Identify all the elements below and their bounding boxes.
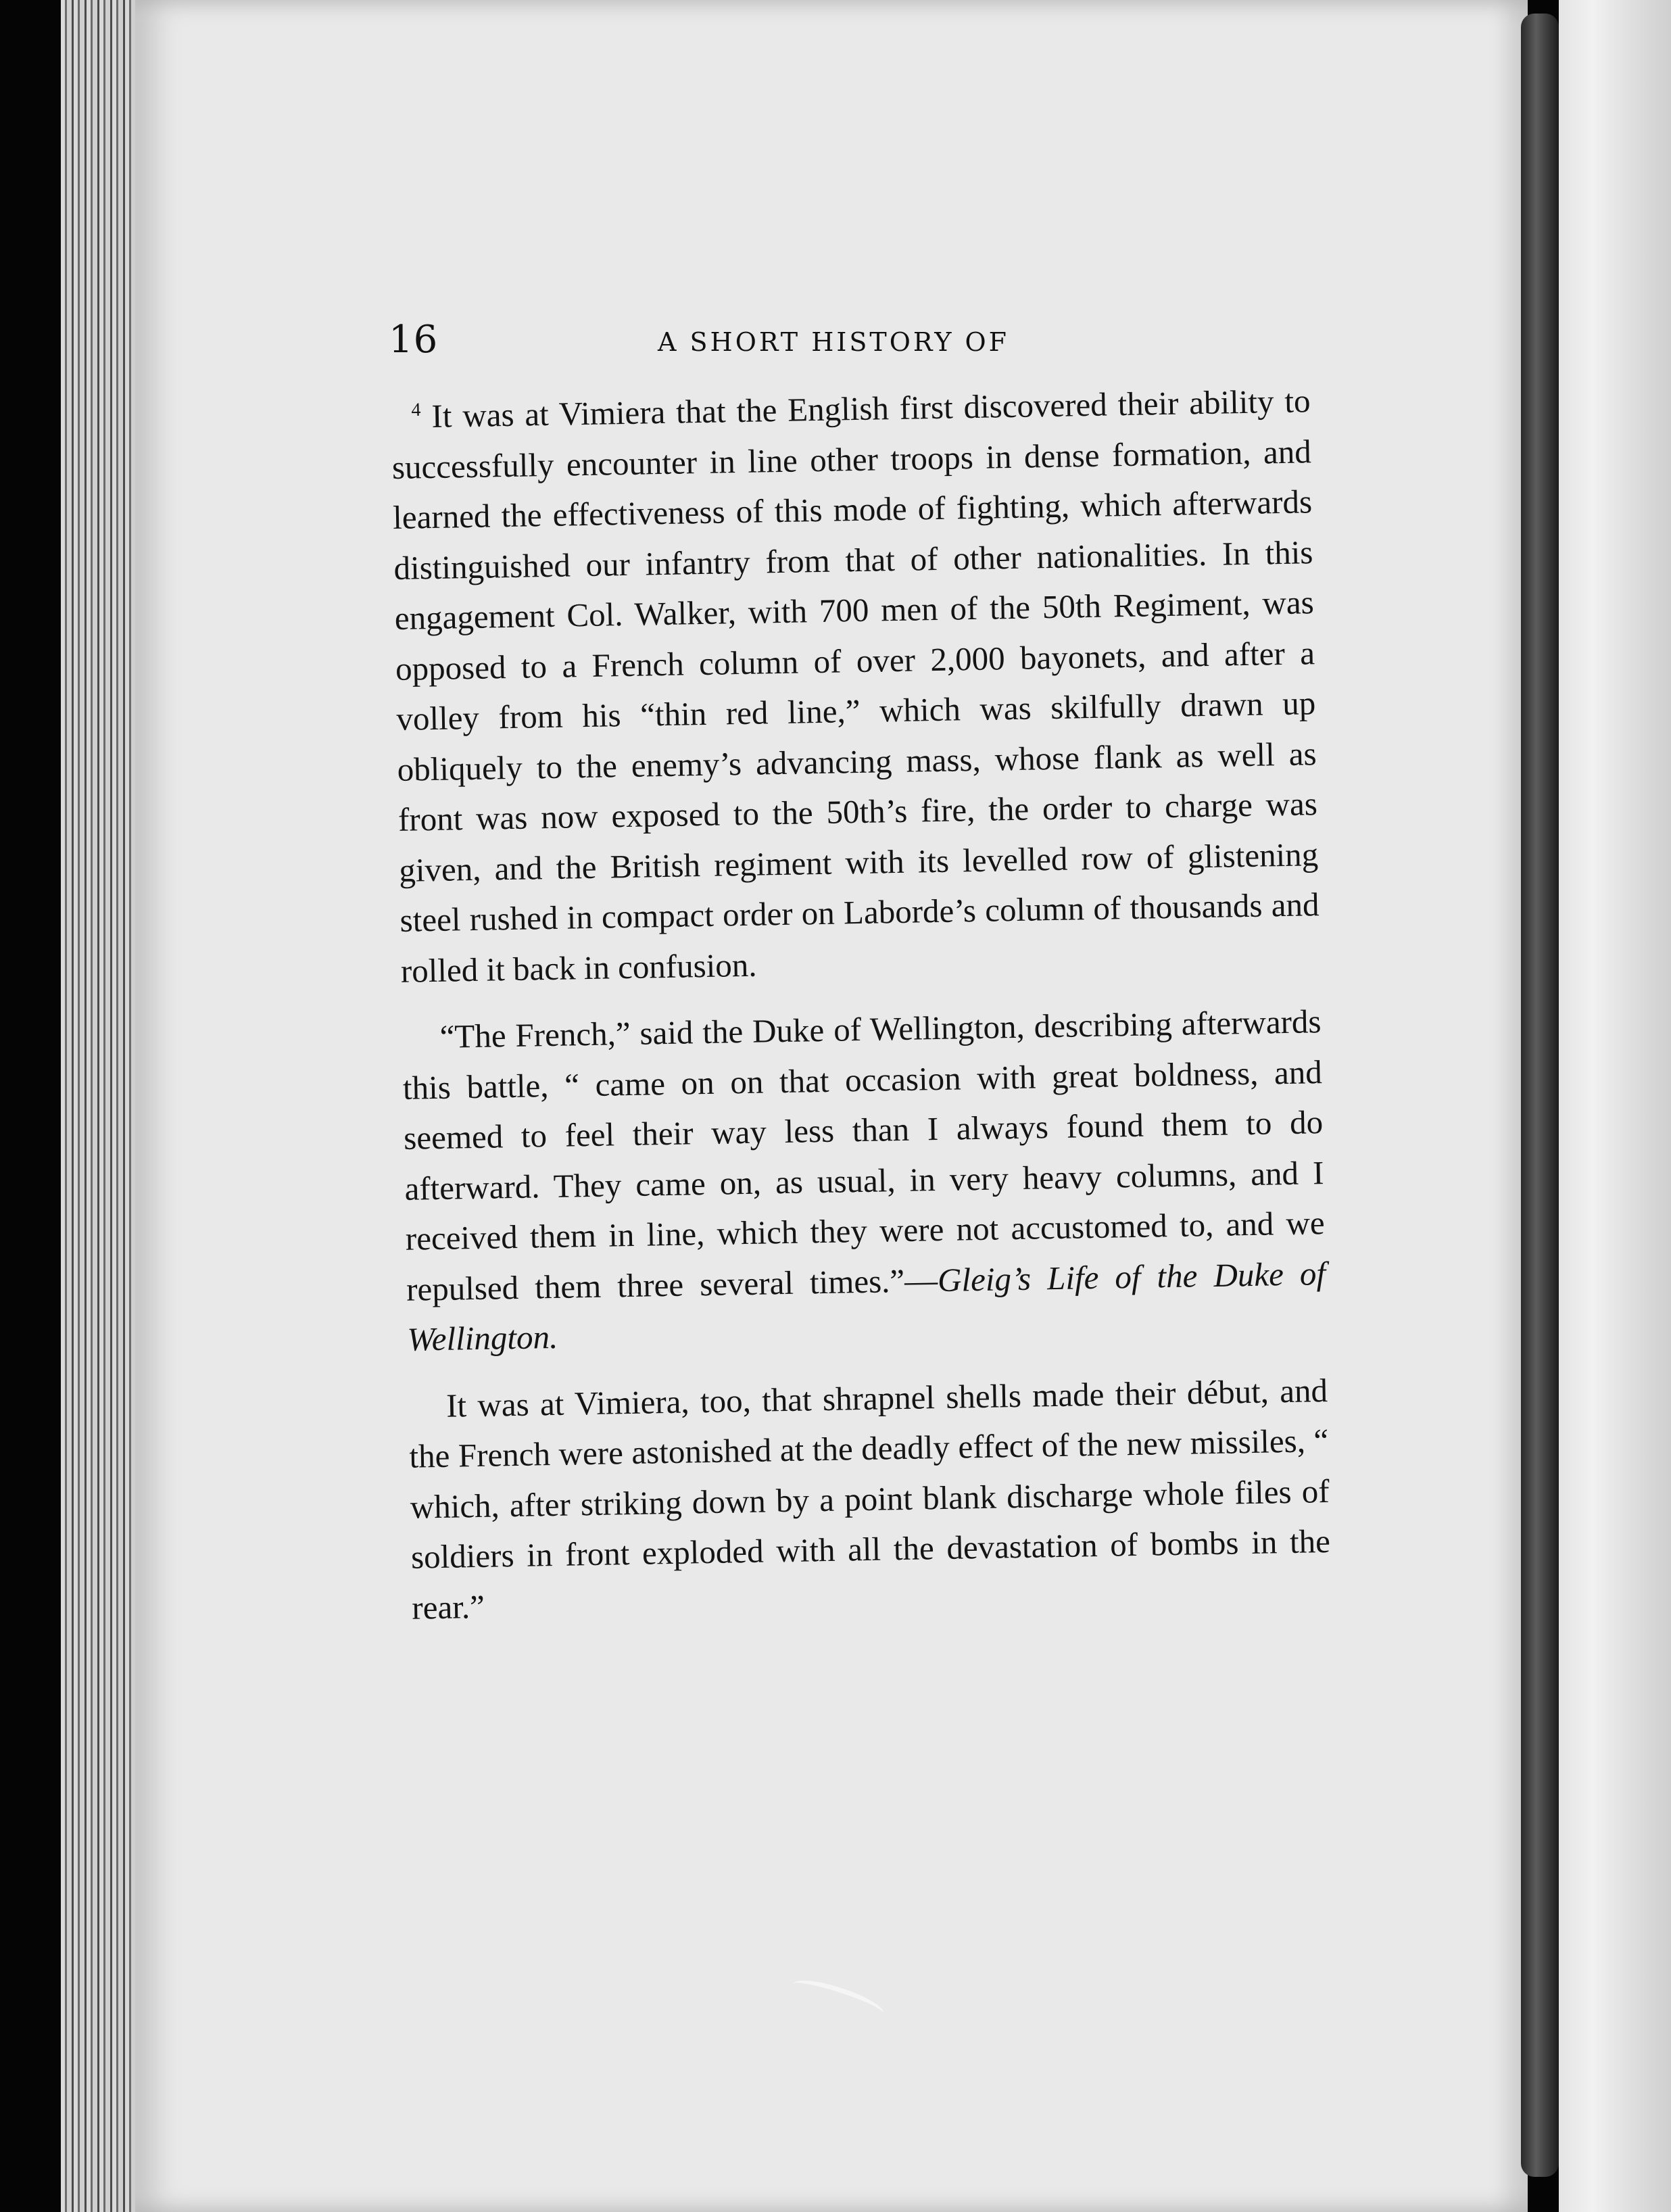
paragraph-shrapnel [408, 1366, 1332, 1633]
book-binding-shadow [1521, 14, 1559, 2177]
paragraph-text: It was at Vimiera, too, that shrapnel shells made their début, and the French were astonished at the deadly effect of the new missiles, “ which, after striking down by a point blank discharge whole files of soldiers in front exploded with all the devastation of bombs in the rear.” [408, 1371, 1331, 1627]
page-number: 16 [389, 318, 439, 362]
body-text [391, 376, 1332, 1649]
stacked-page-edges [61, 0, 142, 2212]
paragraph-text: It was at Vimiera that the English first discovered their ability to successfully encounter in line other troops in dense formation, and learned the effectiveness of this mode of fighting, which afterwards distinguished our infantry from that of other nationalities. In this engagement Col. Walker, with 700 men of the 50th Regiment, was opposed to a French column of over 2,000 bayonets, and after a volley from his “thin red line,” which was skilfully drawn up obliquely to the enemy’s advancing mass, whose flank as well as front was now exposed to the 50th’s fire, the order to charge was given, and the British regiment with its levelled row of glistening steel rushed in compact order on Laborde’s column of thousands and rolled it back in confusion. [391, 382, 1319, 990]
footnote-marker: 4 [411, 399, 421, 421]
paragraph-vimiera-line [391, 376, 1320, 996]
facing-page-edge [1559, 0, 1671, 2212]
page-header [389, 318, 1308, 372]
paragraph-text: “The French,” said the Duke of Wellington, describing afterwards this battle, “ came on on that occasion with great boldness, and seemed to feel their way less than I always found them to do afterward. They came on, as usual, in very heavy columns, and I received them in line, which they were not accustomed to, and we repulsed them three several times.”— [402, 1003, 1326, 1308]
citation: Gleig’s Life of the Duke of Wellington. [406, 1254, 1326, 1358]
paragraph-wellington-quote [402, 996, 1327, 1365]
running-title: A SHORT HISTORY OF [658, 327, 1010, 357]
